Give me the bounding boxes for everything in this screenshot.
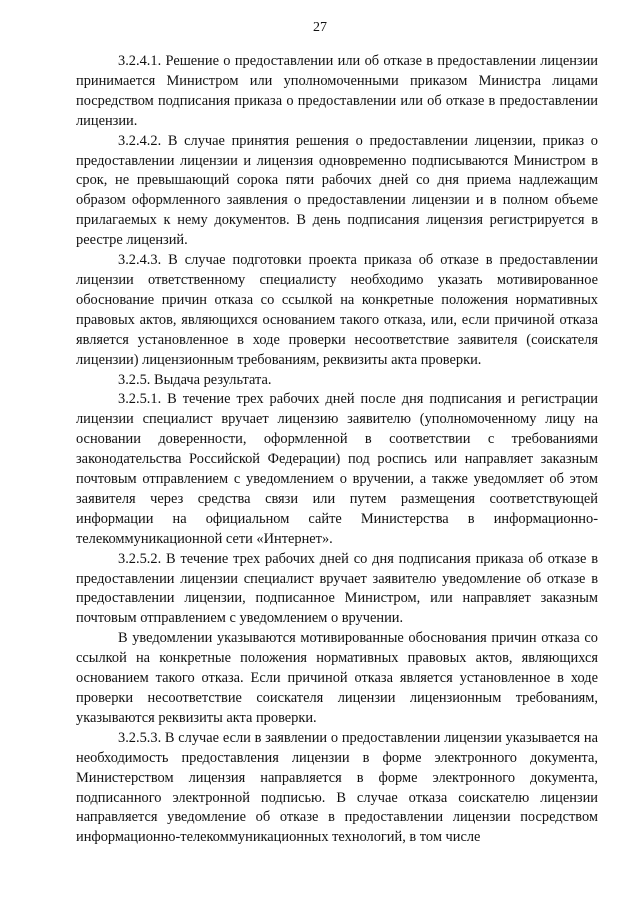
- paragraph-3-2-4-3: 3.2.4.3. В случае подготовки проекта приказа об отказе в предоставлении лицензии ответственному специалисту необходимо указать мотивированное обоснование причин отказа со ссылкой на конкретные положения нормативных правовых актов, являющихся основанием такого отказа, или, если причиной отказа является установленное в ходе проверки несоответствие заявителя (соискателя лицензии) лицензионным требованиям, реквизиты акта проверки.: [76, 252, 598, 368]
- paragraph-3-2-5-3: 3.2.5.3. В случае если в заявлении о предоставлении лицензии указывается на необходимость предоставления лицензии в форме электронного документа, Министерством лицензия направляется в форме электронного документа, подписанного электронной подписью. В случае отказа соискателю лицензии направляется уведомление об отказе в предоставлении лицензии посредством информационно-телекоммуникационных технологий, в том числе: [76, 729, 598, 846]
- page-number: 27: [313, 20, 327, 35]
- paragraph-refusal-notice: В уведомлении указываются мотивированные обоснования причин отказа со ссылкой на конкретные положения нормативных правовых актов, являющихся основанием такого отказа. Если причиной отказа является установленное в ходе проверки несоответствие соискателя лицензии лицензионным требованиям, указываются реквизиты акта проверки.: [76, 630, 598, 726]
- paragraph-3-2-4-1: 3.2.4.1. Решение о предоставлении или об отказе в предоставлении лицензии принимается Министром или уполномоченными приказом Министра лицами посредством подписания приказа о предоставлении или об отказе в предоставлении лицензии.: [76, 53, 598, 129]
- paragraph-3-2-5-1: 3.2.5.1. В течение трех рабочих дней после дня подписания и регистрации лицензии специалист вручает лицензию заявителю (уполномоченному лицу на основании доверенности, оформленной в соответствии с требованиями законодательства Российской Федерации) под роспись или направляет заказным почтовым отправлением с уведомлением о вручении, а также уведомляет об этом заявителя через средства связи или путем размещения соответствующей информации на официальном сайте Министерства в информационно-телекоммуникационной сети «Интернет».: [76, 391, 598, 547]
- paragraph-3-2-5: 3.2.5. Выдача результата.: [118, 371, 272, 388]
- paragraph-3-2-4-2: 3.2.4.2. В случае принятия решения о предоставлении лицензии, приказ о предоставлении лицензии и лицензия одновременно подписываются Министром в срок, не превышающий сорока пяти рабочих дней со дня приема надлежащим образом оформленного заявления о предоставлении лицензии и в полном объеме прилагаемых к нему документов. В день подписания лицензия регистрируется в реестре лицензий.: [76, 132, 598, 249]
- document-body: [76, 52, 598, 848]
- paragraph-3-2-5-2: 3.2.5.2. В течение трех рабочих дней со дня подписания приказа об отказе в предоставлении лицензии специалист вручает заявителю уведомление об отказе в предоставлении лицензии, подписанное Министром, или направляет заказным почтовым отправлением с уведомлением о вручении.: [76, 550, 598, 627]
